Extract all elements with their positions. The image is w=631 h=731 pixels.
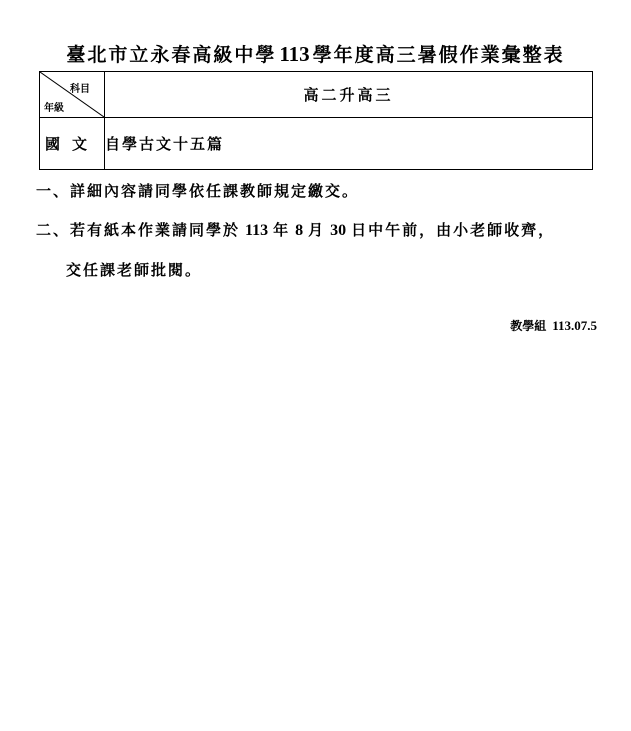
title-year: 113 (279, 42, 310, 66)
note2-year: 113 (245, 222, 269, 239)
footer-date: 113.07.5 (552, 318, 597, 333)
subject-cell: 國文 (40, 118, 105, 170)
corner-grade-label: 年級 (44, 103, 64, 114)
title-prefix: 臺北市立永春高級中學 (66, 44, 277, 66)
note2-text-b: 年 (273, 221, 291, 239)
title-suffix: 學年度高三暑假作業彙整表 (312, 44, 565, 66)
corner-subject-label: 科目 (70, 84, 90, 95)
document-title (0, 40, 631, 67)
corner-cell (40, 72, 105, 118)
table-row (40, 118, 593, 170)
note-item-2-continuation: 交任課老師批閱。 (66, 261, 203, 279)
grade-header-cell: 高二升高三 (105, 72, 593, 118)
note2-day: 30 (330, 222, 347, 239)
homework-table (39, 71, 593, 170)
note2-text-d: 日中午前，由小老師收齊， (351, 221, 556, 239)
note2-text-c: 月 (308, 221, 326, 239)
footer-unit: 教學組 (510, 319, 547, 333)
note-item-2 (36, 219, 555, 240)
note2-text-a: 二、若有紙本作業請同學於 (36, 221, 241, 239)
table-header-row (40, 72, 593, 118)
note2-month: 8 (295, 222, 304, 239)
document-footer (510, 317, 597, 334)
work-cell: 自學古文十五篇 (105, 118, 593, 170)
note-item-1: 一、詳細內容請同學依任課教師規定繳交。 (36, 182, 360, 200)
